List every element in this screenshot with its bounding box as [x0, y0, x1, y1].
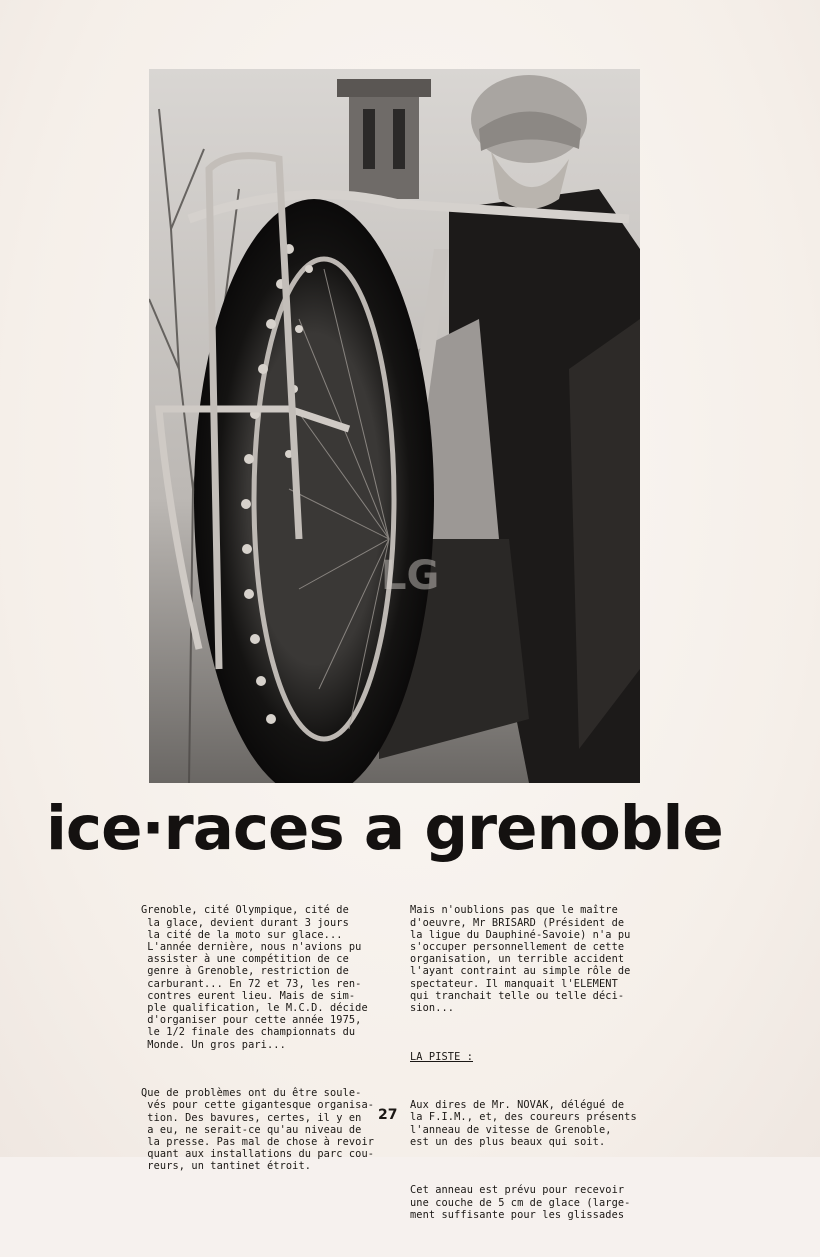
left-paragraph-2: Que de problèmes ont du être soule- vés pour cette gigantesque organisa- tion. Des bavures, certes, il y en a eu, ne serait-ce qu'au niveau de la presse. Pas mal de chose à revoir quant aux installations du parc cou- reurs, un tantinet étroit.	[141, 1087, 375, 1173]
article-column-left	[141, 880, 375, 1209]
section-subheading: LA PISTE :	[410, 1050, 473, 1063]
article-column-right	[410, 880, 638, 1257]
article-headline: ice·races a grenoble	[46, 793, 723, 864]
left-paragraph-1: Grenoble, cité Olympique, cité de la glace, devient durant 3 jours la cité de la moto sur glace... L'année dernière, nous n'avions pu assister à une compétition de ce genre à Grenoble, restriction de carburant... En 72 et 73, les ren- contres eurent lieu. Mais de sim- ple qualification, le M.C.D. décide d'organiser pour cette année 1975, le 1/2 finale des championnats du Monde. Un gros pari...	[141, 904, 368, 1051]
right-paragraph-1: Mais n'oublions pas que le maître d'oeuvre, Mr BRISARD (Président de la ligue du Dauphiné-Savoie) n'a pu s'occuper personnellement de cette organisation, un terrible accident l'ayant contraint au simple rôle de spectateur. Il manquait l'ELEMENT qui tranchait telle ou telle déci- sion...	[410, 904, 631, 1015]
right-paragraph-2: Aux dires de Mr. NOVAK, délégué de la F.I.M., et, des coureurs présents l'anneau de vitesse de Grenoble, est un des plus beaux qui soit.	[410, 1099, 637, 1148]
watermark-logo: LG	[381, 553, 440, 599]
ice-racing-photo	[149, 69, 640, 783]
speedway-ice-motorcycle-photo-icon	[149, 69, 640, 783]
page-number: 27	[378, 1107, 398, 1123]
right-paragraph-3: Cet anneau est prévu pour recevoir une couche de 5 cm de glace (large- ment suffisante pour les glissades	[410, 1184, 631, 1221]
